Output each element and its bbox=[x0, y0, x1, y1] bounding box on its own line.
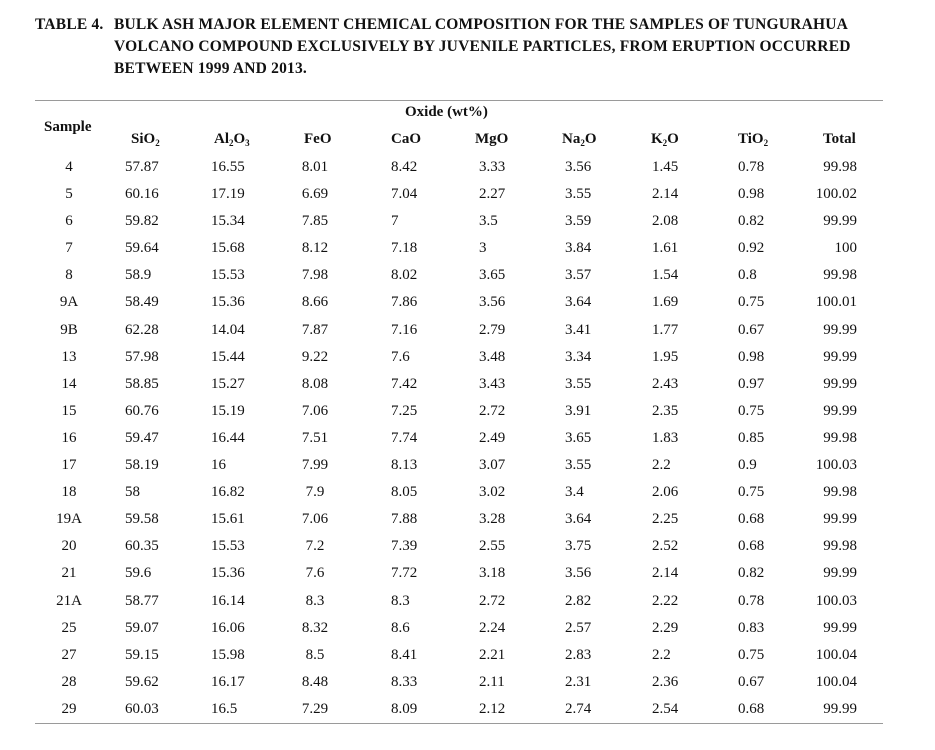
cell-cao: 8.41 bbox=[391, 646, 418, 663]
cell-cao: 7.18 bbox=[391, 240, 418, 257]
cell-cao: 7 bbox=[391, 213, 399, 230]
cell-mgo: 2.11 bbox=[479, 673, 505, 690]
cell-cao: 8.05 bbox=[391, 484, 418, 501]
cell-tio2: 0.75 bbox=[738, 484, 765, 501]
na2o-a-sub: 2 bbox=[580, 138, 585, 148]
cell-feo: 6.69 bbox=[301, 186, 329, 203]
cell-sio2: 60.16 bbox=[125, 186, 159, 203]
column-header-cao: CaO bbox=[391, 131, 421, 147]
cell-sample: 25 bbox=[61, 619, 77, 636]
table-row bbox=[35, 235, 883, 262]
column-header-na2o bbox=[562, 131, 597, 148]
cell-k2o: 1.69 bbox=[652, 294, 679, 311]
column-header-al2o3 bbox=[214, 131, 250, 148]
sio2-sub: 2 bbox=[155, 138, 160, 148]
cell-cao: 8.02 bbox=[391, 267, 418, 284]
cell-total: 100.03 bbox=[815, 457, 857, 474]
cell-na2o: 3.64 bbox=[565, 294, 592, 311]
cell-mgo: 2.55 bbox=[479, 538, 506, 555]
table-row bbox=[35, 289, 883, 316]
cell-feo: 8.3 bbox=[305, 592, 325, 609]
cell-tio2: 0.92 bbox=[738, 240, 765, 257]
cell-k2o: 2.08 bbox=[652, 213, 679, 230]
cell-na2o: 3.65 bbox=[565, 429, 592, 446]
cell-tio2: 0.83 bbox=[738, 619, 765, 636]
table-body bbox=[35, 154, 883, 723]
table-label: TABLE 4. bbox=[35, 16, 104, 33]
cell-feo: 8.12 bbox=[301, 240, 329, 257]
cell-mgo: 3.02 bbox=[479, 484, 506, 501]
cell-al2o3: 15.53 bbox=[211, 538, 245, 555]
cell-total: 99.99 bbox=[823, 213, 857, 230]
tio2-base: TiO bbox=[738, 131, 764, 147]
cell-total: 99.98 bbox=[823, 159, 857, 175]
cell-cao: 7.16 bbox=[391, 321, 418, 338]
cell-feo: 7.51 bbox=[301, 429, 329, 446]
column-header-mgo: MgO bbox=[475, 131, 509, 147]
cell-sample: 20 bbox=[61, 538, 77, 555]
table-row bbox=[35, 560, 883, 587]
cell-sample: 9B bbox=[60, 321, 78, 338]
cell-total: 99.99 bbox=[823, 511, 857, 528]
table-title: BULK ASH MAJOR ELEMENT CHEMICAL COMPOSITION FOR THE SAMPLES OF TUNGURAHUA VOLCANO COMPOUND EXCLUSIVELY BY JUVENILE PARTICLES, FROM ERUPTION OCCURRED BETWEEN 1999 AND 2013. bbox=[114, 16, 851, 77]
cell-sio2: 58.9 bbox=[125, 267, 152, 284]
oxide-group-header: Oxide (wt%) bbox=[405, 104, 488, 120]
table-row bbox=[35, 506, 883, 533]
cell-cao: 7.04 bbox=[391, 186, 418, 203]
cell-na2o: 3.4 bbox=[565, 484, 584, 501]
table-row bbox=[35, 615, 883, 642]
cell-na2o: 3.57 bbox=[565, 267, 592, 284]
cell-sample: 21A bbox=[56, 592, 82, 609]
cell-cao: 8.09 bbox=[391, 700, 418, 717]
cell-na2o: 3.55 bbox=[565, 375, 592, 392]
cell-al2o3: 15.98 bbox=[211, 646, 245, 663]
cell-sio2: 58.85 bbox=[125, 375, 159, 392]
cell-na2o: 2.83 bbox=[565, 646, 592, 663]
k2o-b: O bbox=[667, 131, 679, 147]
cell-sio2: 58.49 bbox=[125, 294, 159, 311]
cell-total: 100 bbox=[834, 240, 857, 257]
cell-cao: 8.42 bbox=[391, 159, 418, 175]
cell-sample: 5 bbox=[65, 186, 73, 203]
cell-total: 100.03 bbox=[815, 592, 857, 609]
cell-sio2: 59.07 bbox=[125, 619, 159, 636]
table-row bbox=[35, 669, 883, 696]
cell-tio2: 0.78 bbox=[738, 159, 765, 175]
cell-sio2: 60.76 bbox=[125, 402, 159, 419]
k2o-a-sub: 2 bbox=[662, 138, 668, 148]
cell-cao: 8.33 bbox=[391, 673, 418, 690]
cell-sio2: 59.62 bbox=[125, 673, 159, 690]
cell-feo: 7.06 bbox=[301, 511, 329, 528]
cell-total: 99.98 bbox=[823, 267, 857, 284]
cell-sample: 15 bbox=[61, 402, 77, 419]
sample-column-header: Sample bbox=[44, 119, 92, 135]
cell-sio2: 59.47 bbox=[125, 429, 159, 446]
cell-sample: 17 bbox=[61, 457, 77, 474]
cell-mgo: 2.27 bbox=[479, 186, 506, 203]
cell-mgo: 2.21 bbox=[479, 646, 506, 663]
cell-feo: 7.87 bbox=[301, 321, 329, 338]
al2o3-b-sub: 3 bbox=[245, 138, 250, 148]
cell-na2o: 3.56 bbox=[565, 565, 592, 582]
cell-na2o: 3.84 bbox=[565, 240, 592, 257]
table-row bbox=[35, 317, 883, 344]
cell-al2o3: 17.19 bbox=[211, 186, 245, 203]
cell-al2o3: 15.61 bbox=[211, 511, 245, 528]
cell-mgo: 2.12 bbox=[479, 700, 506, 717]
table-caption bbox=[35, 14, 915, 80]
cell-sample: 6 bbox=[65, 213, 73, 230]
cell-k2o: 2.35 bbox=[652, 402, 679, 419]
cell-k2o: 2.36 bbox=[652, 673, 679, 690]
cell-k2o: 1.61 bbox=[652, 240, 679, 257]
cell-total: 99.99 bbox=[823, 375, 857, 392]
cell-tio2: 0.98 bbox=[738, 186, 765, 203]
cell-total: 100.04 bbox=[815, 673, 857, 690]
cell-total: 100.02 bbox=[815, 186, 857, 203]
cell-tio2: 0.78 bbox=[738, 592, 765, 609]
cell-al2o3: 16 bbox=[211, 457, 226, 474]
cell-na2o: 3.75 bbox=[565, 538, 592, 555]
cell-feo: 9.22 bbox=[301, 348, 329, 365]
al2o3-b: O bbox=[233, 131, 246, 147]
cell-sio2: 58.77 bbox=[125, 592, 159, 609]
cell-sio2: 59.64 bbox=[125, 240, 159, 257]
cell-total: 99.99 bbox=[823, 348, 857, 365]
cell-mgo: 3.5 bbox=[479, 213, 498, 230]
cell-total: 99.98 bbox=[823, 538, 857, 555]
cell-total: 100.04 bbox=[815, 646, 857, 663]
cell-tio2: 0.75 bbox=[738, 646, 765, 663]
table-row bbox=[35, 452, 883, 479]
bottom-rule bbox=[35, 723, 883, 724]
cell-total: 99.99 bbox=[823, 321, 857, 338]
cell-na2o: 3.56 bbox=[565, 159, 592, 175]
cell-na2o: 3.34 bbox=[565, 348, 592, 365]
cell-sample: 18 bbox=[61, 484, 77, 501]
cell-feo: 7.9 bbox=[305, 484, 325, 501]
cell-al2o3: 16.14 bbox=[211, 592, 245, 609]
cell-feo: 8.32 bbox=[301, 619, 329, 636]
al2o3-a-sub: 2 bbox=[229, 138, 234, 148]
cell-feo: 7.2 bbox=[305, 538, 325, 555]
cell-sio2: 58.19 bbox=[125, 457, 159, 474]
cell-tio2: 0.9 bbox=[738, 457, 757, 474]
cell-al2o3: 15.44 bbox=[211, 348, 245, 365]
tio2-sub: 2 bbox=[763, 138, 769, 148]
cell-sample: 19A bbox=[56, 511, 82, 528]
cell-k2o: 2.2 bbox=[652, 646, 671, 663]
cell-na2o: 3.55 bbox=[565, 457, 592, 474]
cell-sio2: 60.35 bbox=[125, 538, 159, 555]
cell-mgo: 3 bbox=[479, 240, 487, 257]
cell-cao: 7.72 bbox=[391, 565, 418, 582]
table-row bbox=[35, 154, 883, 181]
cell-k2o: 2.54 bbox=[652, 700, 679, 717]
cell-mgo: 2.79 bbox=[479, 321, 506, 338]
cell-feo: 7.6 bbox=[305, 565, 325, 582]
cell-k2o: 2.43 bbox=[652, 375, 679, 392]
cell-k2o: 2.22 bbox=[652, 592, 679, 609]
cell-tio2: 0.8 bbox=[738, 267, 757, 284]
cell-na2o: 3.91 bbox=[565, 402, 592, 419]
cell-sio2: 57.98 bbox=[125, 348, 159, 365]
cell-sio2: 60.03 bbox=[125, 700, 159, 717]
cell-k2o: 2.14 bbox=[652, 565, 679, 582]
cell-sio2: 59.6 bbox=[125, 565, 152, 582]
na2o-a: Na bbox=[562, 131, 581, 147]
table-row bbox=[35, 588, 883, 615]
cell-sio2: 62.28 bbox=[125, 321, 159, 338]
cell-tio2: 0.82 bbox=[738, 565, 765, 582]
cell-sample: 16 bbox=[61, 429, 77, 446]
cell-k2o: 1.45 bbox=[652, 159, 679, 175]
cell-total: 100.01 bbox=[815, 294, 857, 311]
cell-cao: 7.88 bbox=[391, 511, 418, 528]
cell-feo: 7.06 bbox=[301, 402, 329, 419]
table-row bbox=[35, 371, 883, 398]
cell-sample: 4 bbox=[65, 159, 73, 175]
table-row bbox=[35, 181, 883, 208]
cell-total: 99.99 bbox=[823, 402, 857, 419]
cell-tio2: 0.82 bbox=[738, 213, 765, 230]
cell-al2o3: 15.36 bbox=[211, 294, 245, 311]
cell-cao: 7.25 bbox=[391, 402, 418, 419]
cell-tio2: 0.98 bbox=[738, 348, 765, 365]
cell-sio2: 59.82 bbox=[125, 213, 159, 230]
cell-cao: 7.74 bbox=[391, 429, 418, 446]
cell-feo: 8.01 bbox=[301, 159, 329, 175]
table-row bbox=[35, 208, 883, 235]
cell-al2o3: 15.27 bbox=[211, 375, 245, 392]
cell-al2o3: 16.5 bbox=[211, 700, 238, 717]
cell-k2o: 1.83 bbox=[652, 429, 679, 446]
cell-mgo: 2.24 bbox=[479, 619, 506, 636]
cell-k2o: 2.14 bbox=[652, 186, 679, 203]
cell-k2o: 2.29 bbox=[652, 619, 679, 636]
table-row bbox=[35, 696, 883, 723]
cell-mgo: 3.33 bbox=[479, 159, 506, 175]
column-header-k2o bbox=[651, 131, 679, 148]
cell-al2o3: 16.17 bbox=[211, 673, 245, 690]
column-header-feo: FeO bbox=[304, 131, 332, 147]
cell-sio2: 59.58 bbox=[125, 511, 159, 528]
cell-na2o: 2.57 bbox=[565, 619, 592, 636]
cell-mgo: 3.28 bbox=[479, 511, 506, 528]
cell-sample: 14 bbox=[61, 375, 77, 392]
cell-feo: 7.99 bbox=[301, 457, 329, 474]
cell-k2o: 2.2 bbox=[652, 457, 671, 474]
cell-mgo: 3.43 bbox=[479, 375, 506, 392]
cell-cao: 7.6 bbox=[391, 348, 410, 365]
cell-cao: 7.86 bbox=[391, 294, 418, 311]
cell-mgo: 3.07 bbox=[479, 457, 506, 474]
cell-total: 99.99 bbox=[823, 565, 857, 582]
k2o-a: K bbox=[651, 131, 663, 147]
cell-k2o: 1.95 bbox=[652, 348, 679, 365]
cell-total: 99.98 bbox=[823, 429, 857, 446]
cell-mgo: 2.72 bbox=[479, 592, 506, 609]
table-row bbox=[35, 398, 883, 425]
cell-sio2: 58 bbox=[125, 484, 140, 501]
cell-al2o3: 15.34 bbox=[211, 213, 245, 230]
cell-al2o3: 15.53 bbox=[211, 267, 245, 284]
cell-tio2: 0.67 bbox=[738, 321, 765, 338]
cell-k2o: 1.77 bbox=[652, 321, 679, 338]
cell-tio2: 0.68 bbox=[738, 511, 765, 528]
cell-al2o3: 16.06 bbox=[211, 619, 245, 636]
cell-sample: 21 bbox=[61, 565, 77, 582]
cell-cao: 7.39 bbox=[391, 538, 418, 555]
cell-sample: 8 bbox=[65, 267, 73, 284]
sio2-base: SiO bbox=[131, 131, 156, 147]
column-header-sio2 bbox=[131, 131, 160, 148]
cell-k2o: 2.52 bbox=[652, 538, 679, 555]
cell-sample: 28 bbox=[61, 673, 77, 690]
cell-feo: 7.29 bbox=[301, 700, 329, 717]
cell-cao: 8.13 bbox=[391, 457, 418, 474]
cell-tio2: 0.75 bbox=[738, 294, 765, 311]
cell-feo: 8.66 bbox=[301, 294, 329, 311]
cell-mgo: 3.56 bbox=[479, 294, 506, 311]
cell-al2o3: 15.36 bbox=[211, 565, 245, 582]
cell-al2o3: 14.04 bbox=[211, 321, 245, 338]
cell-al2o3: 16.55 bbox=[211, 159, 245, 175]
column-header-total: Total bbox=[823, 131, 856, 147]
column-header-tio2 bbox=[738, 131, 768, 148]
cell-al2o3: 15.68 bbox=[211, 240, 245, 257]
na2o-b: O bbox=[584, 131, 597, 147]
cell-tio2: 0.67 bbox=[738, 673, 765, 690]
cell-tio2: 0.85 bbox=[738, 429, 765, 446]
cell-na2o: 3.64 bbox=[565, 511, 592, 528]
table-row bbox=[35, 533, 883, 560]
cell-k2o: 1.54 bbox=[652, 267, 679, 284]
cell-cao: 7.42 bbox=[391, 375, 418, 392]
cell-sio2: 59.15 bbox=[125, 646, 159, 663]
cell-k2o: 2.25 bbox=[652, 511, 679, 528]
cell-na2o: 2.82 bbox=[565, 592, 592, 609]
cell-na2o: 2.74 bbox=[565, 700, 592, 717]
cell-na2o: 3.55 bbox=[565, 186, 592, 203]
cell-sample: 7 bbox=[65, 240, 73, 257]
cell-tio2: 0.68 bbox=[738, 700, 765, 717]
cell-sample: 27 bbox=[61, 646, 77, 663]
cell-sample: 29 bbox=[61, 700, 77, 717]
cell-mgo: 3.65 bbox=[479, 267, 506, 284]
table-row bbox=[35, 344, 883, 371]
table-row bbox=[35, 479, 883, 506]
cell-k2o: 2.06 bbox=[652, 484, 679, 501]
cell-mgo: 3.48 bbox=[479, 348, 506, 365]
cell-total: 99.99 bbox=[823, 619, 857, 636]
cell-mgo: 3.18 bbox=[479, 565, 506, 582]
cell-mgo: 2.49 bbox=[479, 429, 506, 446]
cell-na2o: 3.59 bbox=[565, 213, 592, 230]
table-row bbox=[35, 642, 883, 669]
cell-feo: 7.85 bbox=[301, 213, 329, 230]
table-row bbox=[35, 425, 883, 452]
cell-cao: 8.3 bbox=[391, 592, 410, 609]
cell-feo: 8.5 bbox=[305, 646, 325, 663]
cell-tio2: 0.68 bbox=[738, 538, 765, 555]
cell-feo: 8.48 bbox=[301, 673, 329, 690]
top-rule bbox=[35, 100, 883, 101]
cell-na2o: 3.41 bbox=[565, 321, 592, 338]
cell-al2o3: 16.82 bbox=[211, 484, 245, 501]
al2o3-a: Al bbox=[214, 131, 229, 147]
cell-sample: 13 bbox=[61, 348, 77, 365]
cell-al2o3: 16.44 bbox=[211, 429, 245, 446]
cell-mgo: 2.72 bbox=[479, 402, 506, 419]
cell-total: 99.98 bbox=[823, 484, 857, 501]
cell-feo: 7.98 bbox=[301, 267, 329, 284]
table-row bbox=[35, 262, 883, 289]
cell-cao: 8.6 bbox=[391, 619, 410, 636]
cell-na2o: 2.31 bbox=[565, 673, 592, 690]
cell-feo: 8.08 bbox=[301, 375, 329, 392]
cell-tio2: 0.75 bbox=[738, 402, 765, 419]
cell-sample: 9A bbox=[59, 294, 79, 311]
cell-sio2: 57.87 bbox=[125, 159, 159, 175]
cell-total: 99.99 bbox=[823, 700, 857, 717]
cell-al2o3: 15.19 bbox=[211, 402, 245, 419]
cell-tio2: 0.97 bbox=[738, 375, 765, 392]
